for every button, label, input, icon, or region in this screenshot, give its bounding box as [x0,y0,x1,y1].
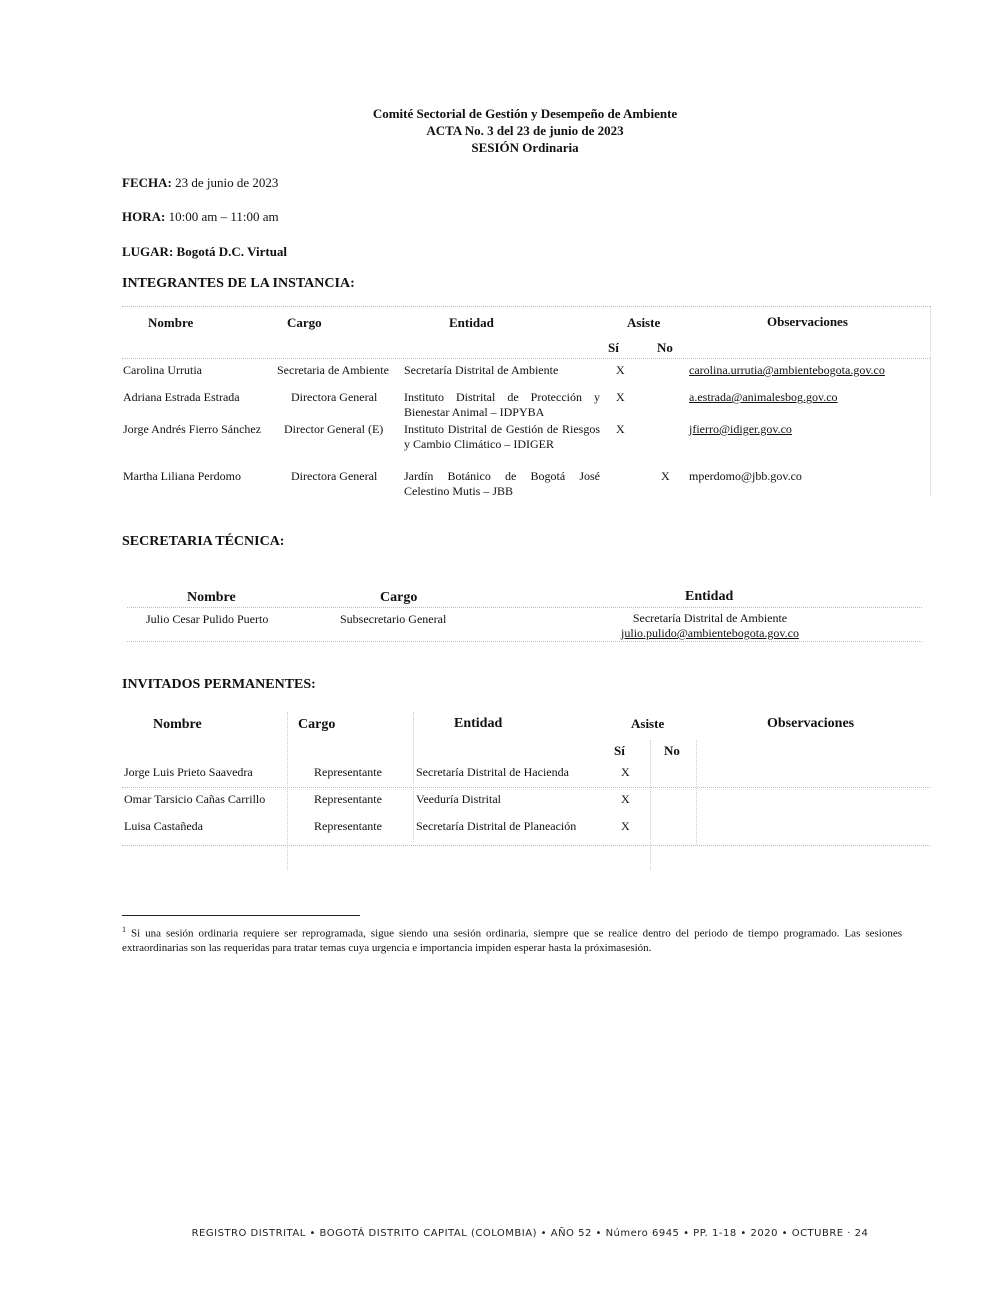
integrante-email-link[interactable]: carolina.urrutia@ambientebogota.gov.co [689,363,885,377]
inv-cargo-header: Cargo [298,717,336,732]
integrante-entidad: Instituto Distrital de Protección y Bienestar Animal – IDPYBA [404,390,600,419]
integrante-entidad: Secretaría Distrital de Ambiente [404,363,559,377]
table-rule [122,787,930,788]
col-nombre-header: Nombre [148,315,194,330]
col-cargo-header: Cargo [287,315,322,330]
hora-value: 10:00 am – 11:00 am [168,209,279,224]
integrante-no: X [661,469,670,483]
invitado-si: X [621,819,630,833]
integrante-cargo: Director General (E) [284,422,384,436]
col-asiste-header: Asiste [627,315,661,330]
invitado-si: X [621,765,630,779]
inv-no-header: No [664,743,680,758]
integrante-entidad: Jardín Botánico de Bogotá José Celestino Mutis – JBB [404,469,600,498]
footnote [122,923,902,955]
integrante-cargo: Directora General [291,469,378,483]
invitado-entidad: Secretaría Distrital de Hacienda [416,765,569,779]
integrante-si: X [616,363,625,377]
sec-nombre: Julio Cesar Pulido Puerto [146,612,269,626]
table-rule [127,641,922,642]
sec-entidad: Secretaría Distrital de Ambiente [632,611,788,625]
footnote-marker: 1 [122,925,126,934]
secretaria-title: SECRETARIA TÉCNICA: [122,534,285,549]
table-rule [930,306,931,496]
integrante-cargo: Directora General [291,390,378,404]
table-rule [127,607,922,608]
invitado-cargo: Representante [314,819,382,833]
invitado-cargo: Representante [314,792,382,806]
invitado-si: X [621,792,630,806]
integrante-nombre: Jorge Andrés Fierro Sánchez [123,422,262,436]
inv-observaciones-header: Observaciones [767,716,855,731]
table-rule [122,358,930,359]
page-footer: REGISTRO DISTRITAL • BOGOTÁ DISTRITO CAPITAL (COLOMBIA) • AÑO 52 • Número 6945 • PP. 1-18 • 2020 • OCTUBRE · 24 [191,1228,869,1239]
integrante-email-link[interactable]: a.estrada@animalesbog.gov.co [689,390,838,404]
sec-entidad-header: Entidad [685,589,734,604]
col-no-header: No [657,340,673,355]
lugar-value: Bogotá D.C. Virtual [176,244,288,259]
invitado-nombre: Jorge Luis Prieto Saavedra [124,765,253,779]
sec-cargo: Subsecretario General [340,612,447,626]
invitado-nombre: Luisa Castañeda [124,819,203,833]
col-observaciones-header: Observaciones [767,314,848,329]
hora-label: HORA: [122,209,166,224]
integrante-cargo: Secretaria de Ambiente [277,363,389,377]
invitado-entidad: Secretaría Distrital de Planeación [416,819,577,833]
table-rule [122,306,930,307]
invitados-title: INVITADOS PERMANENTES: [122,677,316,692]
inv-entidad-header: Entidad [454,716,503,731]
fecha-field [122,175,278,190]
col-si-header: Sí [608,340,619,355]
fecha-label: FECHA: [122,175,172,190]
sec-email-link[interactable]: julio.pulido@ambientebogota.gov.co [621,626,799,640]
lugar-field [122,244,287,259]
footnote-text: Si una sesión ordinaria requiere ser reprogramada, sigue siendo una sesión ordinaria, siempre que se realice dentro del periodo de tiempo programado. Las sesiones extraordinarias son las requeridas para tratar temas cuya urgencia e importancia impiden esperar hasta la próximasesión. [122,927,902,954]
integrante-si: X [616,390,625,404]
integrantes-title: INTEGRANTES DE LA INSTANCIA: [122,276,355,291]
integrante-email-link[interactable]: jfierro@idiger.gov.co [689,422,792,436]
table-rule [696,740,697,845]
integrante-nombre: Martha Liliana Perdomo [123,469,241,483]
session-type: SESIÓN Ordinaria [471,140,579,155]
sec-nombre-header: Nombre [187,590,236,605]
invitado-nombre: Omar Tarsicio Cañas Carrillo [124,792,266,806]
footnote-separator [122,915,360,916]
table-rule [122,845,930,846]
integrante-nombre: Carolina Urrutia [123,363,202,377]
table-rule [287,712,288,870]
invitado-entidad: Veeduría Distrital [416,792,501,806]
inv-si-header: Sí [614,743,625,758]
acta-number: ACTA No. 3 del 23 de junio de 2023 [426,123,624,138]
inv-nombre-header: Nombre [153,717,202,732]
table-rule [650,740,651,870]
table-rule [413,712,414,842]
inv-asiste-header: Asiste [631,716,665,731]
lugar-label: LUGAR: [122,244,174,259]
integrante-entidad: Instituto Distrital de Gestión de Riesgos y Cambio Climático – IDIGER [404,422,600,451]
document-title: Comité Sectorial de Gestión y Desempeño de Ambiente [372,106,678,121]
invitado-cargo: Representante [314,765,382,779]
sec-cargo-header: Cargo [380,590,418,605]
integrante-si: X [616,422,625,436]
integrante-email: mperdomo@jbb.gov.co [689,469,802,483]
col-entidad-header: Entidad [449,315,494,330]
fecha-value: 23 de junio de 2023 [175,175,279,190]
integrante-nombre: Adriana Estrada Estrada [123,390,240,404]
hora-field [122,209,279,224]
